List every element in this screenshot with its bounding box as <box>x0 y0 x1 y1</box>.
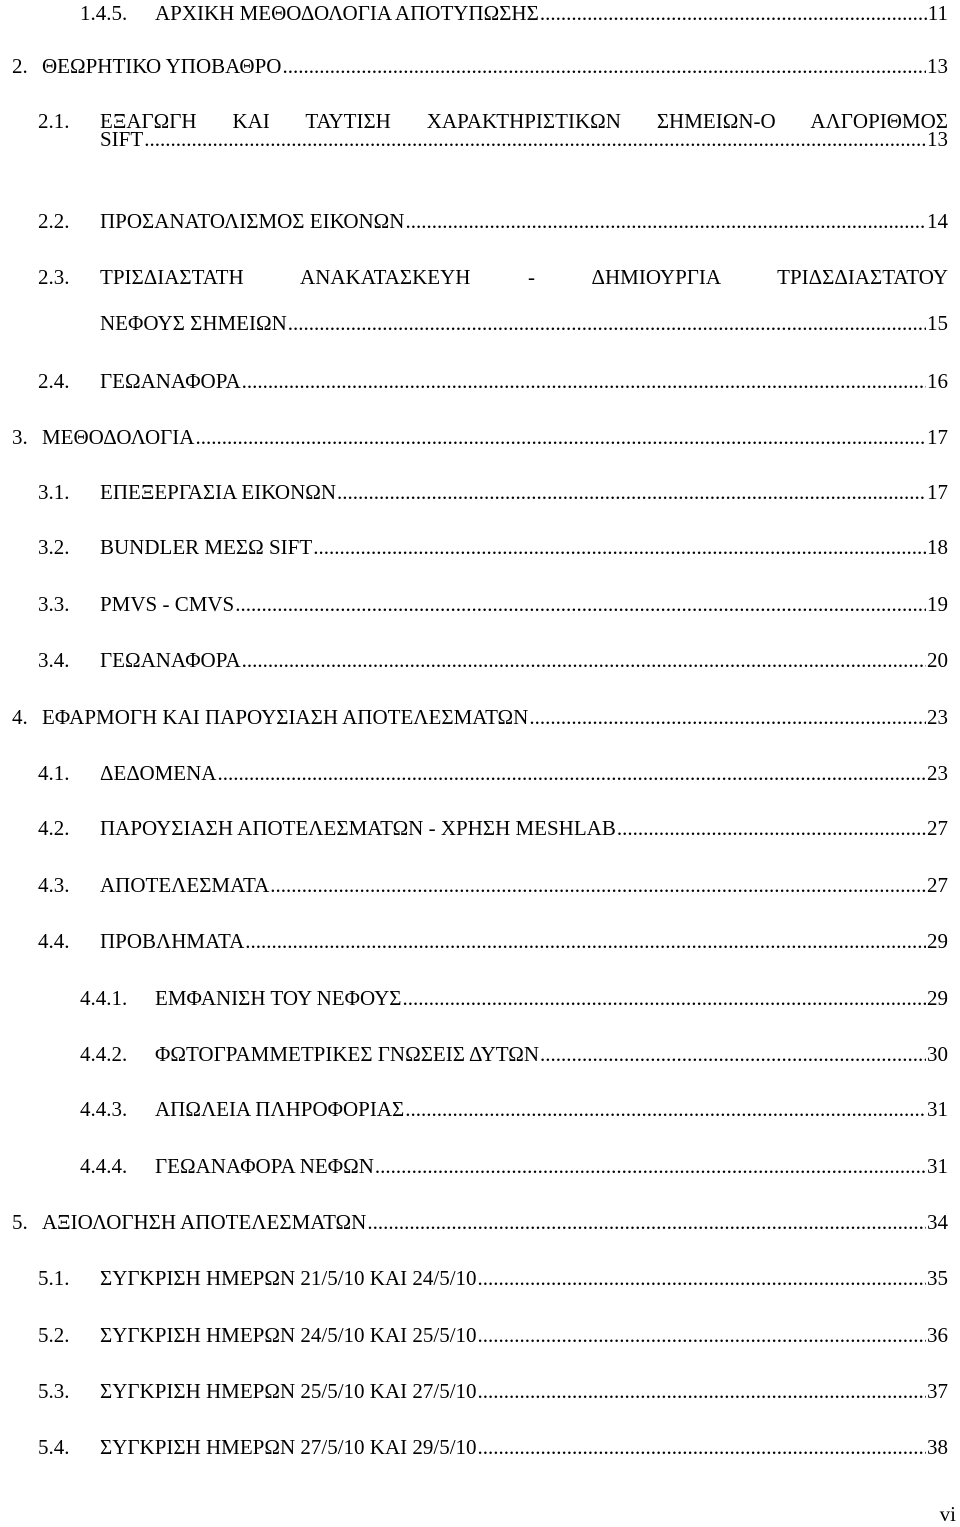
toc-page-number: 20 <box>927 648 948 672</box>
toc-page-number: 36 <box>927 1323 948 1347</box>
toc-number: 4.4.4. <box>80 1154 128 1178</box>
toc-entry-4-4-4[interactable] <box>80 1151 948 1181</box>
dot-leader <box>478 1320 926 1350</box>
toc-title-continued: SIFT <box>100 127 144 151</box>
page-number: vi <box>939 1502 956 1526</box>
toc-entry-3-4[interactable] <box>38 645 948 675</box>
toc-page-number: 17 <box>927 480 948 504</box>
dot-leader <box>405 1094 926 1124</box>
toc-entry-5[interactable] <box>12 1207 948 1237</box>
toc-title: BUNDLER ΜΕΣΩ SIFT <box>100 535 313 559</box>
dot-leader <box>540 1039 926 1069</box>
toc-number: 3.3. <box>38 592 70 616</box>
dot-leader <box>282 51 926 81</box>
toc-page-number: 11 <box>927 1 948 25</box>
toc-entry-2-3-line2[interactable] <box>100 308 948 338</box>
toc-title: ΕΞΑΓΩΓΗ ΚΑΙ ΤΑΥΤΙΣΗ ΧΑΡΑΚΤΗΡΙΣΤΙΚΩΝ ΣΗΜΕΙΩΝ-Ο ΑΛΓΟΡΙΘΜΟΣ <box>100 109 948 133</box>
toc-title: ΣΥΓΚΡΙΣΗ ΗΜΕΡΩΝ 25/5/10 ΚΑΙ 27/5/10 <box>100 1379 477 1403</box>
toc-title: ΠΡΟΒΛΗΜΑΤΑ <box>100 929 245 953</box>
toc-number: 5.4. <box>38 1435 70 1459</box>
toc-page-number: 38 <box>927 1435 948 1459</box>
toc-page-number: 30 <box>927 1042 948 1066</box>
toc-page-number: 16 <box>927 369 948 393</box>
toc-number: 2. <box>12 54 28 78</box>
toc-entry-3-3[interactable] <box>38 589 948 619</box>
dot-leader <box>144 124 926 154</box>
toc-entry-2[interactable] <box>12 51 948 81</box>
toc-entry-3-2[interactable] <box>38 532 948 562</box>
toc-entry-2-1-line2[interactable] <box>100 124 948 154</box>
toc-page-number: 29 <box>927 929 948 953</box>
dot-leader <box>337 477 926 507</box>
toc-page-number: 27 <box>927 873 948 897</box>
toc-entry-4-3[interactable] <box>38 870 948 900</box>
dot-leader <box>405 206 926 236</box>
toc-title: ΣΥΓΚΡΙΣΗ ΗΜΕΡΩΝ 21/5/10 ΚΑΙ 24/5/10 <box>100 1266 477 1290</box>
toc-title: ΘΕΩΡΗΤΙΚΟ ΥΠΟΒΑΘΡΟ <box>42 54 282 78</box>
toc-number: 4.2. <box>38 816 70 840</box>
toc-title: ΓΕΩΑΝΑΦΟΡΑ <box>100 648 241 672</box>
toc-page-number: 13 <box>927 127 948 151</box>
toc-entry-2-2[interactable] <box>38 206 948 236</box>
toc-title: ΑΡΧΙΚΗ ΜΕΘΟΔΟΛΟΓΙΑ ΑΠΟΤΥΠΩΣΗΣ <box>155 1 539 25</box>
toc-number: 4.4.2. <box>80 1042 128 1066</box>
toc-title: ΕΜΦΑΝΙΣΗ ΤΟΥ ΝΕΦΟΥΣ <box>155 986 402 1010</box>
toc-number: 4.1. <box>38 761 70 785</box>
toc-page-number: 35 <box>927 1266 948 1290</box>
toc-title: ΕΦΑΡΜΟΓΗ ΚΑΙ ΠΑΡΟΥΣΙΑΣΗ ΑΠΟΤΕΛΕΣΜΑΤΩΝ <box>42 705 529 729</box>
toc-entry-4-4[interactable] <box>38 926 948 956</box>
dot-leader <box>270 870 926 900</box>
dot-leader <box>245 926 926 956</box>
toc-title: ΔΕΔΟΜΕΝΑ <box>100 761 217 785</box>
toc-entry-2-3-line1[interactable] <box>38 262 948 292</box>
toc-page-number: 31 <box>927 1097 948 1121</box>
toc-title: ΣΥΓΚΡΙΣΗ ΗΜΕΡΩΝ 27/5/10 ΚΑΙ 29/5/10 <box>100 1435 477 1459</box>
toc-number: 3.1. <box>38 480 70 504</box>
dot-leader <box>478 1376 926 1406</box>
toc-number: 5.2. <box>38 1323 70 1347</box>
toc-number: 3.4. <box>38 648 70 672</box>
toc-number: 4. <box>12 705 28 729</box>
toc-entry-4-4-3[interactable] <box>80 1094 948 1124</box>
toc-title-continued: ΝΕΦΟΥΣ ΣΗΜΕΙΩΝ <box>100 311 287 335</box>
toc-title: ΠΑΡΟΥΣΙΑΣΗ ΑΠΟΤΕΛΕΣΜΑΤΩΝ - ΧΡΗΣΗ MESHLAB <box>100 816 616 840</box>
dot-leader <box>478 1432 926 1462</box>
toc-entry-3-1[interactable] <box>38 477 948 507</box>
toc-number: 5.3. <box>38 1379 70 1403</box>
toc-page-number: 17 <box>927 425 948 449</box>
toc-entry-2-4[interactable] <box>38 366 948 396</box>
toc-title: ΤΡΙΣΔΙΑΣΤΑΤΗ ΑΝΑΚΑΤΑΣΚΕΥΗ - ΔΗΜΙΟΥΡΓΙΑ ΤΡΙΔΣΔΙΑΣΤΑΤΟΥ <box>100 265 948 289</box>
dot-leader <box>367 1207 926 1237</box>
dot-leader <box>313 532 926 562</box>
toc-title: ΓΕΩΑΝΑΦΟΡΑ ΝΕΦΩΝ <box>155 1154 374 1178</box>
toc-page-number: 27 <box>927 816 948 840</box>
toc-page-number: 14 <box>927 209 948 233</box>
dot-leader <box>217 758 926 788</box>
dot-leader <box>617 813 926 843</box>
toc-number: 3. <box>12 425 28 449</box>
toc-page-number: 34 <box>927 1210 948 1234</box>
toc-entry-5-3[interactable] <box>38 1376 948 1406</box>
dot-leader <box>288 308 926 338</box>
dot-leader <box>402 983 926 1013</box>
toc-page-number: 37 <box>927 1379 948 1403</box>
dot-leader <box>529 702 926 732</box>
toc-entry-5-1[interactable] <box>38 1263 948 1293</box>
toc-title: ΦΩΤΟΓΡΑΜΜΕΤΡΙΚΕΣ ΓΝΩΣΕΙΣ ΔΥΤΩΝ <box>155 1042 539 1066</box>
toc-page-number: 23 <box>927 705 948 729</box>
toc-page-number: 15 <box>927 311 948 335</box>
toc-page-number: 18 <box>927 535 948 559</box>
toc-entry-5-2[interactable] <box>38 1320 948 1350</box>
dot-leader <box>375 1151 926 1181</box>
toc-number: 5.1. <box>38 1266 70 1290</box>
dot-leader <box>540 0 927 28</box>
toc-number: 2.2. <box>38 209 70 233</box>
toc-page-number: 29 <box>927 986 948 1010</box>
dot-leader <box>242 645 926 675</box>
toc-title: ΑΠΟΤΕΛΕΣΜΑΤΑ <box>100 873 270 897</box>
toc-page-number: 13 <box>927 54 948 78</box>
dot-leader <box>242 366 926 396</box>
toc-entry-4-1[interactable] <box>38 758 948 788</box>
toc-entry-4-4-1[interactable] <box>80 983 948 1013</box>
toc-number: 2.1. <box>38 109 70 133</box>
dot-leader <box>478 1263 926 1293</box>
toc-number: 2.4. <box>38 369 70 393</box>
toc-title: ΠΡΟΣΑΝΑΤΟΛΙΣΜΟΣ ΕΙΚΟΝΩΝ <box>100 209 405 233</box>
toc-number: 1.4.5. <box>80 1 128 25</box>
toc-page-number: 23 <box>927 761 948 785</box>
toc-title: PMVS - CMVS <box>100 592 235 616</box>
toc-number: 4.4.3. <box>80 1097 128 1121</box>
toc-number: 4.3. <box>38 873 70 897</box>
toc-number: 5. <box>12 1210 28 1234</box>
toc-page-number: 19 <box>927 592 948 616</box>
toc-title: ΓΕΩΑΝΑΦΟΡΑ <box>100 369 241 393</box>
toc-entry-3[interactable] <box>12 422 948 452</box>
toc-number: 2.3. <box>38 265 70 289</box>
toc-number: 3.2. <box>38 535 70 559</box>
toc-page-number: 31 <box>927 1154 948 1178</box>
toc-title: ΕΠΕΞΕΡΓΑΣΙΑ ΕΙΚΟΝΩΝ <box>100 480 337 504</box>
toc-number: 4.4. <box>38 929 70 953</box>
dot-leader <box>235 589 926 619</box>
toc-number: 4.4.1. <box>80 986 128 1010</box>
toc-entry-1-4-5[interactable] <box>80 0 948 28</box>
toc-entry-4[interactable] <box>12 702 948 732</box>
toc-title: ΜΕΘΟΔΟΛΟΓΙΑ <box>42 425 195 449</box>
toc-title: ΑΞΙΟΛΟΓΗΣΗ ΑΠΟΤΕΛΕΣΜΑΤΩΝ <box>42 1210 367 1234</box>
toc-entry-5-4[interactable] <box>38 1432 948 1462</box>
toc-title: ΣΥΓΚΡΙΣΗ ΗΜΕΡΩΝ 24/5/10 ΚΑΙ 25/5/10 <box>100 1323 477 1347</box>
toc-entry-4-4-2[interactable] <box>80 1039 948 1069</box>
toc-entry-4-2[interactable] <box>38 813 948 843</box>
toc-title: ΑΠΩΛΕΙΑ ΠΛΗΡΟΦΟΡΙΑΣ <box>155 1097 405 1121</box>
dot-leader <box>195 422 926 452</box>
